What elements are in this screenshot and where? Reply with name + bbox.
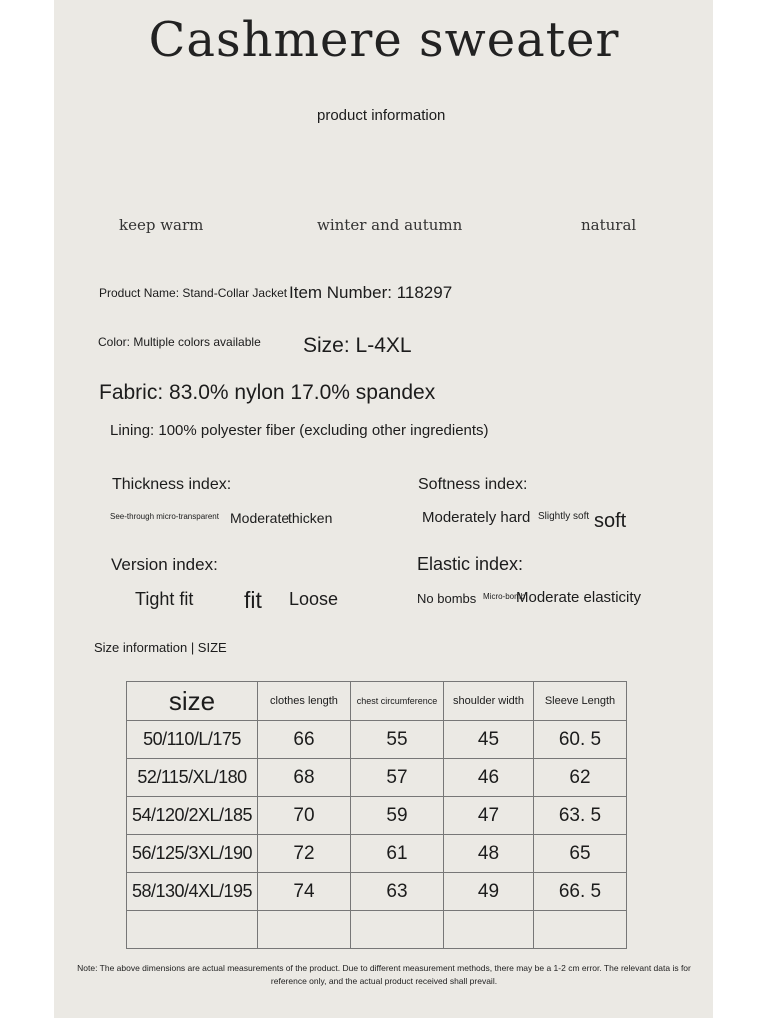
table-cell: 62	[534, 759, 627, 797]
table-cell: 56/125/3XL/190	[127, 835, 258, 873]
table-cell: 46	[444, 759, 534, 797]
thickness-option-2: Moderate	[230, 510, 290, 526]
header-size: size	[127, 682, 258, 721]
table-cell: 49	[444, 873, 534, 911]
table-cell: 63	[351, 873, 444, 911]
thickness-option-3: thicken	[288, 510, 333, 526]
table-row	[127, 797, 627, 835]
size-table	[126, 681, 627, 949]
tag-natural: natural	[581, 216, 637, 234]
version-option-1: Tight fit	[135, 589, 194, 609]
header-clothes-length: clothes length	[258, 682, 351, 721]
softness-label: Softness index:	[418, 476, 528, 493]
table-row	[127, 721, 627, 759]
thickness-option-1: See-through micro-transparent	[110, 512, 219, 521]
table-row	[127, 835, 627, 873]
table-cell: 55	[351, 721, 444, 759]
table-row	[127, 911, 627, 949]
fabric-info: Fabric: 83.0% nylon 17.0% spandex	[99, 381, 436, 404]
header-chest-circumference: chest circumference	[351, 682, 444, 721]
table-cell: 57	[351, 759, 444, 797]
tag-season: winter and autumn	[317, 216, 463, 234]
header-sleeve-length: Sleeve Length	[534, 682, 627, 721]
table-row	[127, 873, 627, 911]
table-cell: 60. 5	[534, 721, 627, 759]
table-cell: 61	[351, 835, 444, 873]
table-cell: 47	[444, 797, 534, 835]
table-cell: 58/130/4XL/195	[127, 873, 258, 911]
table-cell	[258, 911, 351, 949]
product-name: Product Name: Stand-Collar Jacket	[99, 286, 288, 300]
table-cell: 45	[444, 721, 534, 759]
table-cell: 54/120/2XL/185	[127, 797, 258, 835]
item-number: Item Number: 118297	[289, 283, 453, 302]
color-info: Color: Multiple colors available	[98, 335, 261, 349]
table-cell: 50/110/L/175	[127, 721, 258, 759]
table-cell	[127, 911, 258, 949]
elastic-label: Elastic index:	[417, 554, 524, 574]
size-info-label: Size information | SIZE	[94, 640, 227, 655]
tag-keep-warm: keep warm	[119, 216, 204, 234]
table-cell: 66	[258, 721, 351, 759]
table-cell: 63. 5	[534, 797, 627, 835]
table-cell: 65	[534, 835, 627, 873]
table-cell: 68	[258, 759, 351, 797]
table-cell	[534, 911, 627, 949]
version-label: Version index:	[111, 555, 218, 574]
softness-option-2: Slightly soft	[538, 511, 590, 522]
size-range: Size: L-4XL	[303, 334, 412, 357]
table-cell: 59	[351, 797, 444, 835]
thickness-label: Thickness index:	[112, 476, 232, 493]
table-header-row	[127, 682, 627, 721]
measurement-note: Note: The above dimensions are actual measurements of the product. Due to different measurement methods, there may be a 1-2 cm error. The relevant data is for reference only, and the actual product received shall prevail.	[77, 963, 691, 986]
elastic-option-3: Moderate elasticity	[516, 589, 642, 606]
softness-option-3: soft	[594, 510, 627, 532]
table-cell: 70	[258, 797, 351, 835]
table-cell: 74	[258, 873, 351, 911]
table-cell: 52/115/XL/180	[127, 759, 258, 797]
version-option-3: Loose	[289, 589, 339, 609]
elastic-option-2: Micro-bomb	[483, 592, 526, 601]
page-title: Cashmere sweater	[148, 12, 620, 68]
table-cell	[444, 911, 534, 949]
softness-option-1: Moderately hard	[422, 509, 531, 526]
subtitle: product information	[317, 107, 446, 124]
header-shoulder-width: shoulder width	[444, 682, 534, 721]
lining-info: Lining: 100% polyester fiber (excluding other ingredients)	[110, 422, 489, 439]
elastic-option-1: No bombs	[417, 591, 477, 606]
table-cell: 72	[258, 835, 351, 873]
table-cell: 48	[444, 835, 534, 873]
table-cell	[351, 911, 444, 949]
table-cell: 66. 5	[534, 873, 627, 911]
version-option-2: fit	[244, 587, 262, 613]
table-row	[127, 759, 627, 797]
